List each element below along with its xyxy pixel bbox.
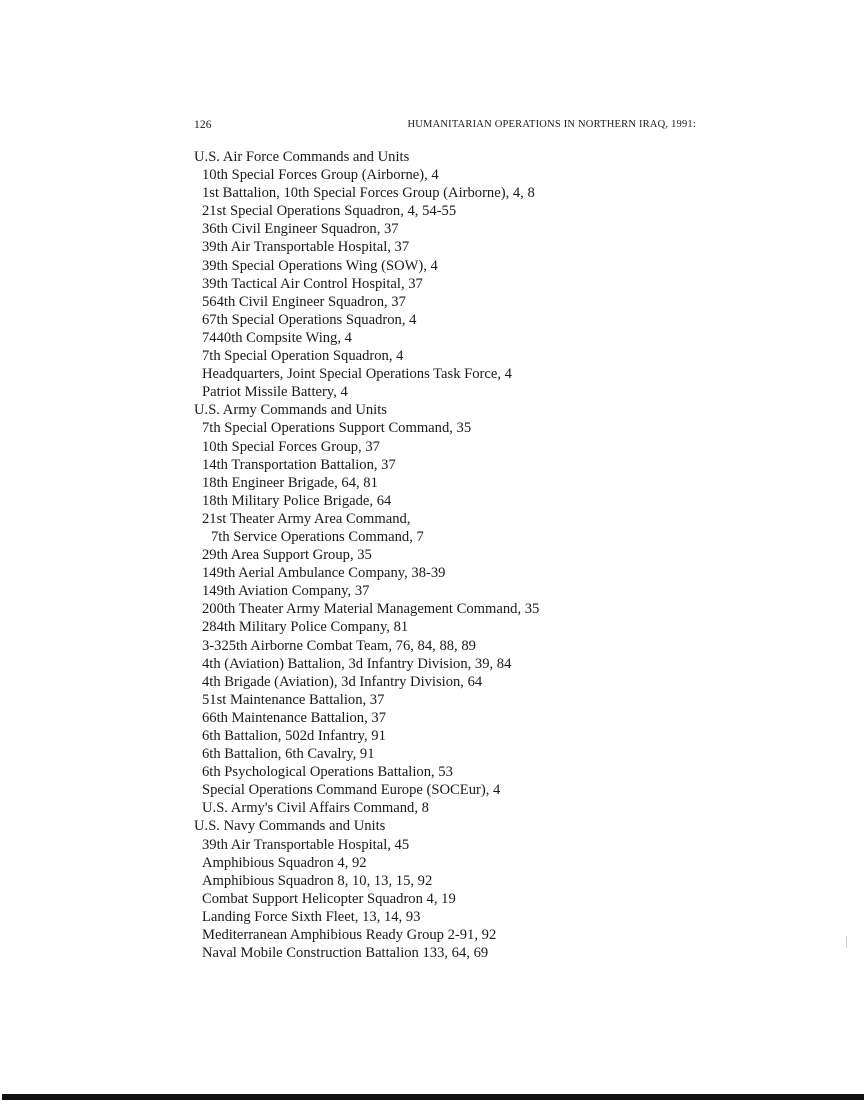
index-entry: 39th Special Operations Wing (SOW), 4 — [202, 257, 438, 274]
index-entry: 149th Aerial Ambulance Company, 38-39 — [202, 565, 446, 582]
index-entry: Headquarters, Joint Special Operations Task Force, 4 — [202, 366, 512, 383]
margin-mark — [846, 936, 847, 948]
index-entry: 7th Special Operation Squadron, 4 — [202, 348, 404, 365]
index-entry: 29th Area Support Group, 35 — [202, 547, 372, 564]
index-entry: Amphibious Squadron 4, 92 — [202, 854, 367, 871]
index-entry: 4th Brigade (Aviation), 3d Infantry Division, 64 — [202, 673, 483, 690]
index-entry: 21st Theater Army Area Command, — [202, 510, 411, 527]
index-entry: 564th Civil Engineer Squadron, 37 — [202, 293, 406, 310]
index-entry: 51st Maintenance Battalion, 37 — [202, 691, 385, 708]
index-entry: Landing Force Sixth Fleet, 13, 14, 93 — [202, 908, 421, 925]
index-entry: 4th (Aviation) Battalion, 3d Infantry Division, 39, 84 — [202, 655, 512, 672]
index-list — [194, 148, 754, 962]
index-entry: 6th Battalion, 6th Cavalry, 91 — [202, 746, 375, 763]
page-number: 126 — [194, 119, 212, 131]
index-entry: U.S. Army's Civil Affairs Command, 8 — [202, 800, 429, 817]
index-entry: Amphibious Squadron 8, 10, 13, 15, 92 — [202, 872, 433, 889]
index-entry: 3-325th Airborne Combat Team, 76, 84, 88, 89 — [202, 637, 476, 654]
index-entry: Combat Support Helicopter Squadron 4, 19 — [202, 890, 456, 907]
index-heading: U.S. Air Force Commands and Units — [194, 149, 410, 165]
index-entry: 7440th Compsite Wing, 4 — [202, 329, 352, 346]
index-entry: Naval Mobile Construction Battalion 133, 64, 69 — [202, 945, 489, 962]
index-entry: 10th Special Forces Group (Airborne), 4 — [202, 167, 439, 184]
index-entry: 1st Battalion, 10th Special Forces Group (Airborne), 4, 8 — [202, 185, 535, 202]
index-entry: 200th Theater Army Material Management Command, 35 — [202, 601, 540, 618]
index-heading: U.S. Army Commands and Units — [194, 402, 387, 419]
index-entry: 6th Psychological Operations Battalion, 53 — [202, 764, 453, 781]
index-entry: 36th Civil Engineer Squadron, 37 — [202, 221, 399, 238]
running-title: HUMANITARIAN OPERATIONS IN NORTHERN IRAQ, 1991: — [407, 119, 696, 130]
index-entry: Patriot Missile Battery, 4 — [202, 384, 348, 401]
bottom-rule — [2, 1094, 864, 1100]
index-entry: 14th Transportation Battalion, 37 — [202, 456, 396, 473]
index-subentry-continuation: 7th Service Operations Command, 7 — [211, 528, 424, 545]
index-entry: 18th Engineer Brigade, 64, 81 — [202, 474, 378, 491]
index-entry: 39th Tactical Air Control Hospital, 37 — [202, 275, 423, 292]
running-head — [194, 119, 696, 135]
index-entry: 18th Military Police Brigade, 64 — [202, 492, 392, 509]
index-entry: 7th Special Operations Support Command, 35 — [202, 420, 472, 437]
index-entry: 6th Battalion, 502d Infantry, 91 — [202, 728, 386, 744]
index-entry: 67th Special Operations Squadron, 4 — [202, 311, 417, 328]
index-entry: Mediterranean Amphibious Ready Group 2-91, 92 — [202, 927, 497, 944]
index-entry: 10th Special Forces Group, 37 — [202, 438, 380, 455]
index-entry: Special Operations Command Europe (SOCEur), 4 — [202, 782, 501, 799]
index-entry: 66th Maintenance Battalion, 37 — [202, 709, 386, 726]
index-entry: 39th Air Transportable Hospital, 37 — [202, 239, 410, 256]
index-heading: U.S. Navy Commands and Units — [194, 818, 386, 835]
index-entry: 21st Special Operations Squadron, 4, 54-55 — [202, 203, 457, 220]
index-entry: 149th Aviation Company, 37 — [202, 583, 370, 600]
index-entry: 39th Air Transportable Hospital, 45 — [202, 836, 410, 853]
index-entry: 284th Military Police Company, 81 — [202, 619, 409, 636]
